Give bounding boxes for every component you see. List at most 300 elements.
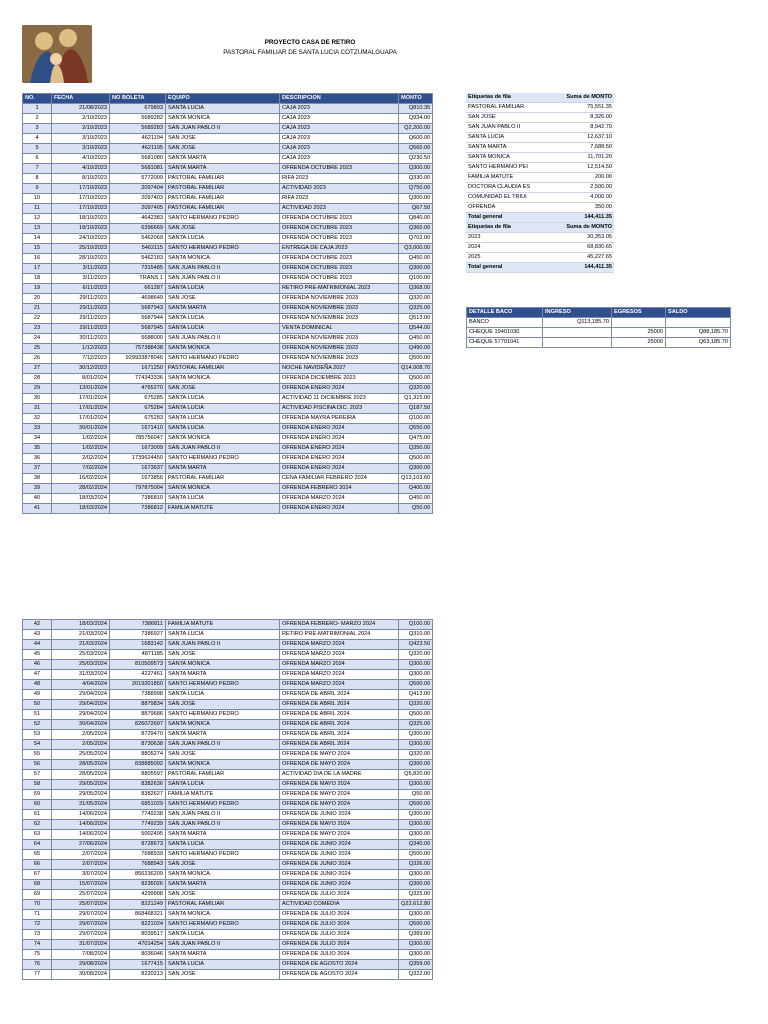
pivot1-h1: Etiquetas de fila: [466, 93, 542, 103]
pivot-label: PASTORAL FAMILIAR: [466, 103, 542, 113]
table-row: [23, 454, 433, 464]
row-monto: Q300.00: [399, 164, 433, 174]
row-descripcion: OFRENDA NOVIEMBRE 2023: [280, 294, 399, 304]
row-boleta: 5689282: [110, 114, 166, 124]
row-monto: Q100.00: [399, 620, 433, 630]
row-no: 11: [23, 204, 52, 214]
row-fecha: 29/04/2024: [52, 690, 110, 700]
pivot-value: 8,326.00: [542, 113, 614, 123]
row-fecha: 18/03/2024: [52, 620, 110, 630]
row-descripcion: OFRENDA FEBRERO 2024: [280, 484, 399, 494]
row-monto: Q475.00: [399, 434, 433, 444]
table-header-row: [23, 94, 433, 104]
row-monto: Q350.00: [399, 444, 433, 454]
row-descripcion: OFRENDA ENERO 2024: [280, 444, 399, 454]
row-equipo: FAMILIA MATUTE: [166, 504, 280, 514]
table-row: [23, 314, 433, 324]
row-descripcion: ACTIVIDAD PISCINA DIC. 2023: [280, 404, 399, 414]
row-fecha: 17/01/2024: [52, 404, 110, 414]
table-row: [23, 860, 433, 870]
row-fecha: 31/07/2024: [52, 940, 110, 950]
row-boleta: 8805597: [110, 770, 166, 780]
row-no: 63: [23, 830, 52, 840]
row-fecha: 21/08/2023: [52, 104, 110, 114]
row-monto: Q5,820.00: [399, 770, 433, 780]
row-no: 50: [23, 700, 52, 710]
row-descripcion: OFRENDA DE JUNIO 2024: [280, 840, 399, 850]
row-descripcion: OFRENDA DE MAYO 2024: [280, 790, 399, 800]
row-monto: Q13,103.60: [399, 474, 433, 484]
row-monto: Q702.00: [399, 234, 433, 244]
row-no: 42: [23, 620, 52, 630]
row-descripcion: CAJA 2023: [280, 134, 399, 144]
table-row: [23, 910, 433, 920]
row-boleta: 2097404: [110, 184, 166, 194]
row-fecha: 28/05/2024: [52, 760, 110, 770]
row-boleta: 1739624450: [110, 454, 166, 464]
row-no: 9: [23, 184, 52, 194]
row-monto: Q359.00: [399, 960, 433, 970]
table-row: [23, 820, 433, 830]
pivot-value: 7,688.50: [542, 143, 614, 153]
row-equipo: SANTO HERMANO PEDRO: [166, 920, 280, 930]
row-equipo: SANTA MONICA: [166, 434, 280, 444]
row-equipo: SAN JUAN PABLO II: [166, 820, 280, 830]
row-boleta: 47014254: [110, 940, 166, 950]
pivot-label: SANTA LUCIA: [466, 133, 542, 143]
table-row: [23, 890, 433, 900]
table-row: [23, 770, 433, 780]
table-row: [23, 444, 433, 454]
row-equipo: SANTA LUCIA: [166, 930, 280, 940]
detail-cell: BANCO: [467, 318, 543, 328]
table-row: [23, 434, 433, 444]
row-boleta: 1683142: [110, 640, 166, 650]
row-boleta: 5689283: [110, 124, 166, 134]
row-equipo: SANTA LUCIA: [166, 424, 280, 434]
row-no: 67: [23, 870, 52, 880]
pivot-label: SANTA MARTA: [466, 143, 542, 153]
row-no: 68: [23, 880, 52, 890]
row-monto: Q340.00: [399, 840, 433, 850]
row-monto: Q300.00: [399, 880, 433, 890]
row-boleta: 7388998: [110, 690, 166, 700]
row-monto: Q1,315.00: [399, 394, 433, 404]
table-row: [23, 800, 433, 810]
row-descripcion: ENTREGA DE CAJA 2023: [280, 244, 399, 254]
row-equipo: SANTA LUCIA: [166, 494, 280, 504]
row-monto: Q500.00: [399, 354, 433, 364]
row-no: 69: [23, 890, 52, 900]
row-no: 30: [23, 394, 52, 404]
row-descripcion: OFRENDA OCTUBRE 2023: [280, 254, 399, 264]
row-descripcion: OFRENDA OCTUBRE 2023: [280, 224, 399, 234]
pivot-label: DOCTORA CLAUDIA ES: [466, 183, 542, 193]
row-descripcion: VENTA DOMINICAL: [280, 324, 399, 334]
row-equipo: SANTO HERMANO PEDRO: [166, 244, 280, 254]
row-fecha: 18/03/2024: [52, 494, 110, 504]
row-no: 58: [23, 780, 52, 790]
row-boleta: 8879834: [110, 700, 166, 710]
pivot-label: SAN JOSE: [466, 113, 542, 123]
row-no: 45: [23, 650, 52, 660]
col-fecha: FECHA: [52, 94, 110, 104]
table-row: [23, 344, 433, 354]
pivot-value: 2,500.00: [542, 183, 614, 193]
row-descripcion: RIFA 2023: [280, 194, 399, 204]
table-row: [23, 940, 433, 950]
pivot-row: [466, 243, 614, 253]
table-row: [23, 790, 433, 800]
row-fecha: 30/08/2024: [52, 970, 110, 980]
row-monto: Q320.00: [399, 750, 433, 760]
row-descripcion: OFRENDA FEBRERO- MARZO 2024: [280, 620, 399, 630]
table-row: [23, 194, 433, 204]
row-equipo: PASTORAL FAMILIAR: [166, 184, 280, 194]
row-equipo: SANTA LUCIA: [166, 840, 280, 850]
row-boleta: 5002495: [110, 830, 166, 840]
row-descripcion: OFRENDA DE AGOSTO 2024: [280, 960, 399, 970]
row-fecha: 29/05/2024: [52, 780, 110, 790]
row-descripcion: OFRENDA OCTUBRE 2023: [280, 274, 399, 284]
table-row: [23, 730, 433, 740]
row-equipo: SANTA MARTA: [166, 830, 280, 840]
row-descripcion: CAJA 2023: [280, 144, 399, 154]
row-monto: Q300.00: [399, 660, 433, 670]
row-fecha: 18/10/2023: [52, 224, 110, 234]
row-no: 60: [23, 800, 52, 810]
row-boleta: 661287: [110, 284, 166, 294]
row-equipo: SAN JUAN PABLO II: [166, 640, 280, 650]
row-monto: Q14,008.70: [399, 364, 433, 374]
pivot-value: 12,637.10: [542, 133, 614, 143]
row-boleta: 7386812: [110, 504, 166, 514]
col-no: NO.: [23, 94, 52, 104]
row-descripcion: OFRENDA OCTUBRE 2023: [280, 264, 399, 274]
row-monto: Q100.00: [399, 274, 433, 284]
table-row: [23, 174, 433, 184]
row-no: 25: [23, 344, 52, 354]
table-row: [23, 960, 433, 970]
row-descripcion: OFRENDA DE MAYO 2024: [280, 820, 399, 830]
row-monto: Q500.00: [399, 454, 433, 464]
row-no: 36: [23, 454, 52, 464]
row-descripcion: OFRENDA NOVIEMBRE 2023: [280, 304, 399, 314]
row-no: 26: [23, 354, 52, 364]
row-no: 70: [23, 900, 52, 910]
row-fecha: 14/06/2024: [52, 820, 110, 830]
row-descripcion: OFRENDA ENERO 2024: [280, 384, 399, 394]
row-no: 22: [23, 314, 52, 324]
row-boleta: 1671250: [110, 364, 166, 374]
row-boleta: 5688000: [110, 334, 166, 344]
row-monto: Q560.00: [399, 144, 433, 154]
row-monto: Q300.00: [399, 194, 433, 204]
pivot-label: SANTO HERMANO PEI: [466, 163, 542, 173]
row-descripcion: OFRENDA NOVIEMBRE 2023: [280, 334, 399, 344]
row-descripcion: OFRENDA ENERO 2024: [280, 464, 399, 474]
row-monto: Q100.00: [399, 414, 433, 424]
row-boleta: 929933878046: [110, 354, 166, 364]
row-boleta: 826072697: [110, 720, 166, 730]
row-descripcion: OFRENDA DE JULIO 2024: [280, 910, 399, 920]
row-fecha: 17/10/2023: [52, 194, 110, 204]
row-boleta: 8221249: [110, 900, 166, 910]
table-row: [23, 394, 433, 404]
row-monto: Q500.00: [399, 680, 433, 690]
row-monto: Q500.00: [399, 800, 433, 810]
row-equipo: SANTA MARTA: [166, 304, 280, 314]
contributions-table-top: [22, 93, 433, 514]
row-monto: Q3,000.00: [399, 244, 433, 254]
row-descripcion: OFRENDA DE ABRIL 2024: [280, 720, 399, 730]
row-equipo: SANTA MONICA: [166, 374, 280, 384]
row-fecha: 29/07/2024: [52, 920, 110, 930]
row-equipo: PASTORAL FAMILIAR: [166, 770, 280, 780]
row-equipo: SANTA MONICA: [166, 344, 280, 354]
table-row: [23, 750, 433, 760]
row-monto: Q320.00: [399, 294, 433, 304]
pivot-value: 30,353.05: [542, 233, 614, 243]
row-boleta: 8220213: [110, 970, 166, 980]
detail-cell: Q88,185.70: [666, 328, 731, 338]
row-descripcion: OFRENDA DE JUNIO 2024: [280, 870, 399, 880]
row-boleta: 8728673: [110, 840, 166, 850]
row-equipo: SAN JOSE: [166, 384, 280, 394]
table-row: [23, 464, 433, 474]
pivot-label: COMUNIDAD EL TRIUI: [466, 193, 542, 203]
row-fecha: 1/02/2024: [52, 444, 110, 454]
row-descripcion: OFRENDA DE ABRIL 2024: [280, 740, 399, 750]
row-fecha: 24/10/2023: [52, 234, 110, 244]
row-no: 73: [23, 930, 52, 940]
row-monto: Q300.00: [399, 760, 433, 770]
row-monto: Q330.00: [399, 174, 433, 184]
row-no: 41: [23, 504, 52, 514]
row-equipo: SANTA MONICA: [166, 660, 280, 670]
row-descripcion: OFRENDA DE JUNIO 2024: [280, 850, 399, 860]
row-equipo: SAN JUAN PABLO II: [166, 334, 280, 344]
row-no: 57: [23, 770, 52, 780]
row-equipo: SANTA LUCIA: [166, 314, 280, 324]
table-row: [23, 700, 433, 710]
row-equipo: FAMILIA MATUTE: [166, 790, 280, 800]
row-fecha: 29/07/2024: [52, 930, 110, 940]
pivot-value: 11,701.20: [542, 153, 614, 163]
row-equipo: SANTA MONICA: [166, 870, 280, 880]
row-descripcion: OFRENDA DE JUNIO 2024: [280, 880, 399, 890]
row-boleta: 6396669: [110, 224, 166, 234]
row-monto: Q840.00: [399, 214, 433, 224]
row-fecha: 29/07/2024: [52, 910, 110, 920]
row-no: 16: [23, 254, 52, 264]
row-descripcion: OFRENDA MARZO 2024: [280, 670, 399, 680]
detail-row: [467, 318, 731, 328]
page-title: PROYECTO CASA DE RETIRO: [264, 39, 356, 46]
row-equipo: SANTA MONICA: [166, 484, 280, 494]
row-descripcion: OFRENDA NOVIEMBRE 2023: [280, 354, 399, 364]
table-row: [23, 650, 433, 660]
table-row: [23, 760, 433, 770]
row-boleta: 2019201850: [110, 680, 166, 690]
row-equipo: SANTA LUCIA: [166, 394, 280, 404]
col-descripcion: DESCRIPCION: [280, 94, 399, 104]
row-no: 74: [23, 940, 52, 950]
row-no: 34: [23, 434, 52, 444]
row-descripcion: ACTIVIDAD 2023: [280, 184, 399, 194]
row-boleta: 757388438: [110, 344, 166, 354]
row-boleta: 5687945: [110, 324, 166, 334]
row-fecha: 4/10/2023: [52, 154, 110, 164]
row-fecha: 28/10/2023: [52, 254, 110, 264]
table-row: [23, 710, 433, 720]
row-equipo: SAN JUAN PABLO II: [166, 444, 280, 454]
row-monto: Q513.00: [399, 314, 433, 324]
row-fecha: 28/05/2024: [52, 770, 110, 780]
row-no: 20: [23, 294, 52, 304]
row-no: 2: [23, 114, 52, 124]
row-fecha: 31/03/2024: [52, 670, 110, 680]
row-descripcion: OFRENDA OCTUBRE 2023: [280, 234, 399, 244]
row-no: 32: [23, 414, 52, 424]
table-row: [23, 484, 433, 494]
row-monto: Q500.00: [399, 850, 433, 860]
table-row: [23, 670, 433, 680]
row-equipo: SAN JUAN PABLO II: [166, 264, 280, 274]
row-monto: Q187.50: [399, 404, 433, 414]
row-descripcion: OFRENDA DE ABRIL 2024: [280, 710, 399, 720]
row-monto: Q320.00: [399, 650, 433, 660]
table-row: [23, 354, 433, 364]
row-boleta: 6851029: [110, 800, 166, 810]
row-no: 24: [23, 334, 52, 344]
pivot-value: 12,514.50: [542, 163, 614, 173]
row-monto: Q50.00: [399, 790, 433, 800]
row-monto: Q2,200.00: [399, 124, 433, 134]
row-fecha: 7/08/2024: [52, 950, 110, 960]
row-descripcion: OFRENDA MAYRA PEREIRA: [280, 414, 399, 424]
table-row: [23, 620, 433, 630]
row-boleta: 5462183: [110, 254, 166, 264]
row-boleta: 1673856: [110, 474, 166, 484]
row-equipo: SAN JUAN PABLO II: [166, 740, 280, 750]
row-no: 3: [23, 124, 52, 134]
table-row: [23, 680, 433, 690]
pivot1-h2: Suma de MONTO: [542, 93, 614, 103]
row-fecha: 14/06/2024: [52, 830, 110, 840]
table-row: [23, 810, 433, 820]
row-fecha: 30/11/2023: [52, 334, 110, 344]
row-equipo: SANTA MONICA: [166, 720, 280, 730]
table-row: [23, 740, 433, 750]
row-descripcion: RETIRO PRE-MATRIMONIAL 2024: [280, 630, 399, 640]
pivot-label: FAMILIA MATUTE: [466, 173, 542, 183]
row-monto: Q423.50: [399, 640, 433, 650]
row-boleta: 1671410: [110, 424, 166, 434]
row-no: 62: [23, 820, 52, 830]
row-monto: Q413.00: [399, 690, 433, 700]
row-monto: Q450.00: [399, 494, 433, 504]
row-fecha: 3/11/2023: [52, 274, 110, 284]
row-no: 40: [23, 494, 52, 504]
table-row: [23, 474, 433, 484]
row-boleta: 8221024: [110, 920, 166, 930]
detail-col-3: SALDO: [666, 308, 731, 318]
row-monto: Q300.00: [399, 910, 433, 920]
row-monto: Q326.00: [399, 860, 433, 870]
row-monto: Q300.00: [399, 940, 433, 950]
row-equipo: SAN JOSE: [166, 134, 280, 144]
pivot2-h2: Suma de MONTO: [542, 223, 614, 233]
row-monto: Q325.00: [399, 890, 433, 900]
row-monto: Q500.00: [399, 920, 433, 930]
bank-detail-table: [466, 307, 731, 348]
pivot2-total: 144,411.35: [542, 263, 614, 273]
row-monto: Q300.00: [399, 730, 433, 740]
row-equipo: SANTA MARTA: [166, 154, 280, 164]
detail-cell: [543, 328, 612, 338]
row-equipo: SAN JOSE: [166, 700, 280, 710]
row-monto: Q300.00: [399, 464, 433, 474]
row-no: 35: [23, 444, 52, 454]
row-boleta: 7386811: [110, 620, 166, 630]
row-boleta: 4621195: [110, 144, 166, 154]
row-equipo: SANTA MONICA: [166, 910, 280, 920]
row-fecha: 21/03/2024: [52, 640, 110, 650]
table-row: [23, 294, 433, 304]
pivot1-total: 144,411.35: [542, 213, 614, 223]
row-descripcion: OFRENDA DE JUNIO 2024: [280, 810, 399, 820]
row-descripcion: OFRENDA OCTUBRE 2023: [280, 164, 399, 174]
row-boleta: 8879686: [110, 710, 166, 720]
row-no: 61: [23, 810, 52, 820]
row-monto: Q300.00: [399, 950, 433, 960]
row-monto: Q320.00: [399, 700, 433, 710]
row-equipo: PASTORAL FAMILIAR: [166, 194, 280, 204]
row-descripcion: OFRENDA DE MAYO 2024: [280, 780, 399, 790]
row-equipo: SANTA MARTA: [166, 164, 280, 174]
row-monto: Q934.00: [399, 114, 433, 124]
row-monto: Q300.00: [399, 670, 433, 680]
row-monto: Q230.50: [399, 154, 433, 164]
row-descripcion: OFRENDA DE AGOSTO 2024: [280, 970, 399, 980]
row-equipo: SANTA LUCIA: [166, 414, 280, 424]
row-no: 48: [23, 680, 52, 690]
row-equipo: PASTORAL FAMILIAR: [166, 204, 280, 214]
table-row: [23, 284, 433, 294]
row-descripcion: OFRENDA DE ABRIL 2024: [280, 690, 399, 700]
row-fecha: 4/10/2023: [52, 164, 110, 174]
detail-cell: Q113,185.70: [543, 318, 612, 328]
row-monto: Q300.00: [399, 870, 433, 880]
row-descripcion: OFRENDA DE JULIO 2024: [280, 920, 399, 930]
row-monto: Q450.00: [399, 334, 433, 344]
pivot-row: [466, 113, 614, 123]
row-monto: Q600.00: [399, 134, 433, 144]
row-boleta: 5462069: [110, 234, 166, 244]
pivot2-total-label: Total general: [466, 263, 542, 273]
row-equipo: SAN JOSE: [166, 750, 280, 760]
row-fecha: 30/01/2024: [52, 424, 110, 434]
table-row: [23, 640, 433, 650]
row-boleta: 8730638: [110, 740, 166, 750]
row-no: 47: [23, 670, 52, 680]
row-no: 39: [23, 484, 52, 494]
row-descripcion: OFRENDA ENERO 2024: [280, 424, 399, 434]
table-row: [23, 224, 433, 234]
row-no: 59: [23, 790, 52, 800]
row-monto: Q490.00: [399, 344, 433, 354]
